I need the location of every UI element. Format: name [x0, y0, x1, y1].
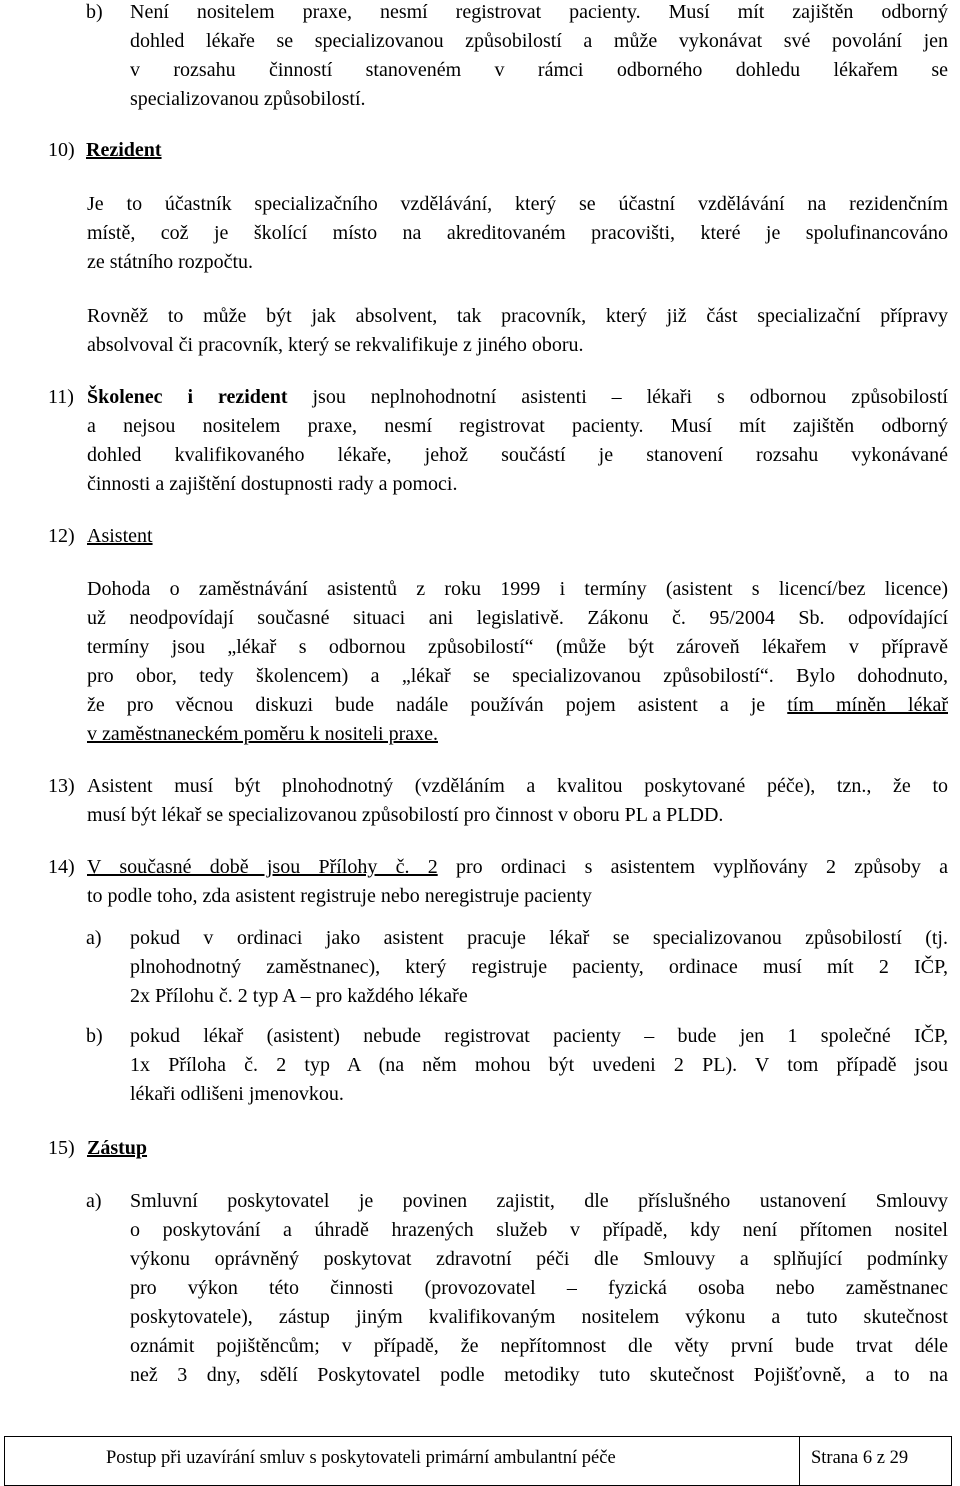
list-marker: a)	[86, 927, 102, 949]
text-span: pro ordinaci s asistentem vyplňovány 2 způsoby a	[437, 856, 948, 878]
text-span: že pro věcnou diskuzi bude nadále používán pojem asistent a je	[87, 694, 788, 716]
text-line: Rovněž to může být jak absolvent, tak pracovník, který již část specializační přípravy	[87, 305, 948, 327]
text-line: specializovanou způsobilostí.	[130, 88, 366, 110]
section-heading: Rezident	[86, 139, 162, 161]
text-line: absolvoval či pracovník, který se rekvalifikuje z jiného oboru.	[87, 334, 584, 356]
underlined-span: tím míněn lékař	[787, 694, 948, 716]
text-line: oznámit pojištěncům; v případě, že nepřítomnost dle věty první bude trvat déle	[130, 1335, 948, 1357]
text-line: lékaři odlišeni jmenovkou.	[130, 1083, 344, 1105]
text-line: a nejsou nositelem praxe, nesmí registrovat pacienty. Musí mít zajištěn odborný	[87, 415, 948, 437]
text-line: pro obor, tedy školencem) a „lékař se specializovanou způsobilostí“. Bylo dohodnuto,	[87, 665, 948, 687]
text-line	[87, 383, 948, 412]
footer-title: Postup při uzavírání smluv s poskytovateli primární ambulantní péče	[106, 1448, 616, 1468]
page-number: Strana 6 z 29	[811, 1448, 909, 1468]
item-number: 14)	[48, 856, 75, 878]
footer-divider	[799, 1437, 800, 1485]
text-line: 1x Příloha č. 2 typ A (na něm mohou být uvedeni 2 PL). V tom případě jsou	[130, 1054, 948, 1076]
text-line: pokud lékař (asistent) nebude registrovat pacienty – bude jen 1 společné IČP,	[130, 1025, 948, 1047]
text-line: to podle toho, zda asistent registruje nebo neregistruje pacienty	[87, 885, 592, 907]
section-heading: Asistent	[87, 525, 153, 547]
text-line	[87, 853, 948, 882]
text-line: dohled lékaře se specializovanou způsobilostí a může vykonávat své povolání jen	[130, 30, 948, 52]
underlined-span: V současné době jsou Přílohy č. 2	[87, 856, 438, 878]
text-line: Není nositelem praxe, nesmí registrovat pacienty. Musí mít zajištěn odborný	[130, 1, 948, 23]
text-line: musí být lékař se specializovanou způsobilostí pro činnost v oboru PL a PLDD.	[87, 804, 724, 826]
text-line: Smluvní poskytovatel je povinen zajistit, dle příslušného ustanovení Smlouvy	[130, 1190, 948, 1212]
item-number: 13)	[48, 775, 75, 797]
text-line: činnosti a zajištění dostupnosti rady a pomoci.	[87, 473, 458, 495]
text-line: plnohodnotný zaměstnanec), který registruje pacienty, ordinace musí mít 2 IČP,	[130, 956, 948, 978]
list-marker: a)	[86, 1190, 102, 1212]
text-line: ze státního rozpočtu.	[87, 251, 254, 273]
text-line: Dohoda o zaměstnávání asistentů z roku 1999 i termíny (asistent s licencí/bez licence)	[87, 578, 948, 600]
section-heading: Zástup	[87, 1137, 148, 1159]
text-span: jsou neplnohodnotní asistenti – lékaři s odbornou způsobilostí	[287, 386, 948, 408]
text-line: pokud v ordinaci jako asistent pracuje lékař se specializovanou způsobilostí (tj.	[130, 927, 948, 949]
text-line: 2x Přílohu č. 2 typ A – pro každého lékaře	[130, 985, 468, 1007]
list-marker: b)	[86, 1, 103, 23]
item-number: 12)	[48, 525, 75, 547]
item-number: 11)	[48, 386, 74, 408]
underlined-line: v zaměstnaneckém poměru k nositeli praxe.	[87, 723, 438, 745]
text-line: poskytovatele), zástup jiným kvalifikovaným nositelem výkonu a tuto skutečnost	[130, 1306, 948, 1328]
text-line: termíny jsou „lékař s odbornou způsobilostí“ (může být zároveň lékařem v přípravě	[87, 636, 948, 658]
text-line: místě, což je školící místo na akreditovaném pracovišti, které je spolufinancováno	[87, 222, 948, 244]
text-line: dohled kvalifikovaného lékaře, jehož součástí je stanovení rozsahu vykonávané	[87, 444, 948, 466]
text-line: Je to účastník specializačního vzdělávání, který se účastní vzdělávání na rezidenčním	[87, 193, 948, 215]
item-number: 10)	[48, 139, 75, 161]
text-line: o poskytování a úhradě hrazených služeb v případě, kdy není přítomen nositel	[130, 1219, 948, 1241]
text-line: Asistent musí být plnohodnotný (vzděláním a kvalitou poskytované péče), tzn., že to	[87, 775, 948, 797]
text-line: než 3 dny, sdělí Poskytovatel podle metodiky tuto skutečnost Pojišťovně, a to na	[130, 1364, 948, 1386]
text-line: už neodpovídají současné situaci ani legislativě. Zákonu č. 95/2004 Sb. odpovídající	[87, 607, 948, 629]
bold-lead: Školenec i rezident	[87, 386, 288, 408]
text-line: výkonu oprávněný poskytovat zdravotní péči dle Smlouvy a splňující podmínky	[130, 1248, 948, 1270]
text-line: v rozsahu činností stanoveném v rámci odborného dohledu lékařem se	[130, 59, 948, 81]
list-marker: b)	[86, 1025, 103, 1047]
page-footer	[4, 1436, 952, 1486]
text-line: pro výkon této činnosti (provozovatel – fyzická osoba nebo zaměstnanec	[130, 1277, 948, 1299]
item-number: 15)	[48, 1137, 75, 1159]
text-line	[87, 691, 948, 720]
